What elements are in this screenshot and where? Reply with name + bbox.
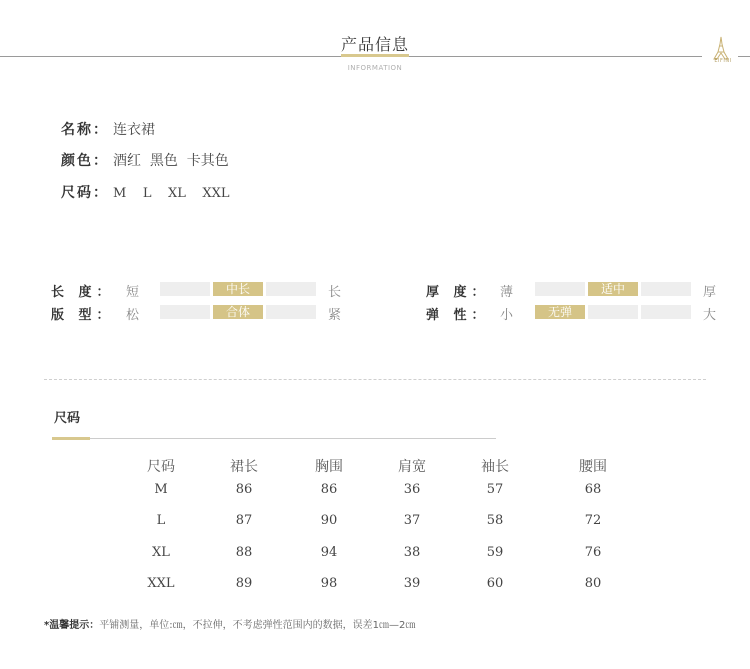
size-section-line <box>52 438 496 439</box>
size-table-cell: 37 <box>403 513 421 528</box>
size-table-cell: 58 <box>486 513 504 528</box>
header-line-end <box>738 56 750 57</box>
section-subtitle: INFORMATION <box>347 64 403 72</box>
fit-label: 版 型： <box>51 308 115 323</box>
tip-prefix: *温馨提示： <box>44 620 100 631</box>
header-line-right <box>409 56 702 57</box>
fit-option-1 <box>160 305 210 319</box>
thickness-low: 薄 <box>500 285 514 300</box>
length-option-2: 中长 <box>213 282 263 296</box>
color-value: 酒红 黑色 卡其色 <box>113 153 229 169</box>
name-row <box>61 119 155 139</box>
header-line-left <box>0 56 341 57</box>
size-table-cell: 98 <box>320 576 338 591</box>
size-table-cell: L <box>156 513 166 528</box>
size-table-cell: 76 <box>584 545 602 560</box>
size-table-cell: XL <box>152 545 170 560</box>
brand-logo-text: EIFINI <box>714 58 732 64</box>
size-table-cell: 39 <box>403 576 421 591</box>
dashed-divider <box>44 379 706 380</box>
size-table-cell: 87 <box>235 513 253 528</box>
color-row <box>61 150 229 170</box>
tip-note <box>44 616 415 631</box>
fit-option-3 <box>266 305 316 319</box>
size-table-cell: 36 <box>403 482 421 497</box>
size-header-cell: 胸围 <box>315 459 343 475</box>
size-table-cell: 80 <box>584 576 602 591</box>
size-table-cell: M <box>154 482 168 497</box>
size-table-cell: XXL <box>147 576 175 591</box>
size-table-cell: 94 <box>320 545 338 560</box>
thickness-high: 厚 <box>703 285 717 300</box>
elasticity-option-1: 无弹 <box>535 305 585 319</box>
title-underline <box>341 54 409 57</box>
size-section-underline <box>52 437 90 440</box>
elasticity-high: 大 <box>703 308 717 323</box>
size-value: M L XL XXL <box>113 186 230 201</box>
tip-text: 平铺测量，单位:㎝，不拉伸，不考虑弹性范围内的数据，误差1㎝—2㎝ <box>99 620 416 631</box>
size-table-cell: 72 <box>584 513 602 528</box>
section-title: 产品信息 <box>340 35 409 54</box>
fit-high: 紧 <box>328 308 342 323</box>
length-label: 长 度： <box>51 285 115 300</box>
thickness-label: 厚 度： <box>426 285 490 300</box>
fit-low: 松 <box>126 308 140 323</box>
size-table-cell: 59 <box>486 545 504 560</box>
elasticity-option-2 <box>588 305 638 319</box>
eiffel-tower-icon <box>710 36 732 60</box>
size-header-cell: 腰围 <box>579 459 607 475</box>
size-table-cell: 60 <box>486 576 504 591</box>
elasticity-low: 小 <box>500 308 514 323</box>
thickness-option-3 <box>641 282 691 296</box>
size-header-cell: 尺码 <box>147 459 175 475</box>
size-table-cell: 86 <box>320 482 338 497</box>
size-table-cell: 89 <box>235 576 253 591</box>
size-label: 尺码： <box>61 185 109 201</box>
length-option-1 <box>160 282 210 296</box>
size-table-cell: 57 <box>486 482 504 497</box>
size-table-cell: 68 <box>584 482 602 497</box>
length-low: 短 <box>126 285 140 300</box>
length-option-3 <box>266 282 316 296</box>
size-row <box>61 182 230 202</box>
size-header-cell: 裙长 <box>230 459 258 475</box>
size-table-cell: 88 <box>235 545 253 560</box>
elasticity-label: 弹 性： <box>426 308 490 323</box>
thickness-option-2: 适中 <box>588 282 638 296</box>
color-label: 颜色： <box>61 153 109 169</box>
elasticity-option-3 <box>641 305 691 319</box>
thickness-option-1 <box>535 282 585 296</box>
size-header-cell: 袖长 <box>481 459 509 475</box>
length-high: 长 <box>328 285 342 300</box>
size-header-cell: 肩宽 <box>398 459 426 475</box>
fit-option-2: 合体 <box>213 305 263 319</box>
size-table-cell: 38 <box>403 545 421 560</box>
name-label: 名称： <box>61 122 109 138</box>
size-table-cell: 86 <box>235 482 253 497</box>
size-section-title: 尺码 <box>54 411 81 426</box>
name-value: 连衣裙 <box>113 122 155 138</box>
size-table-cell: 90 <box>320 513 338 528</box>
